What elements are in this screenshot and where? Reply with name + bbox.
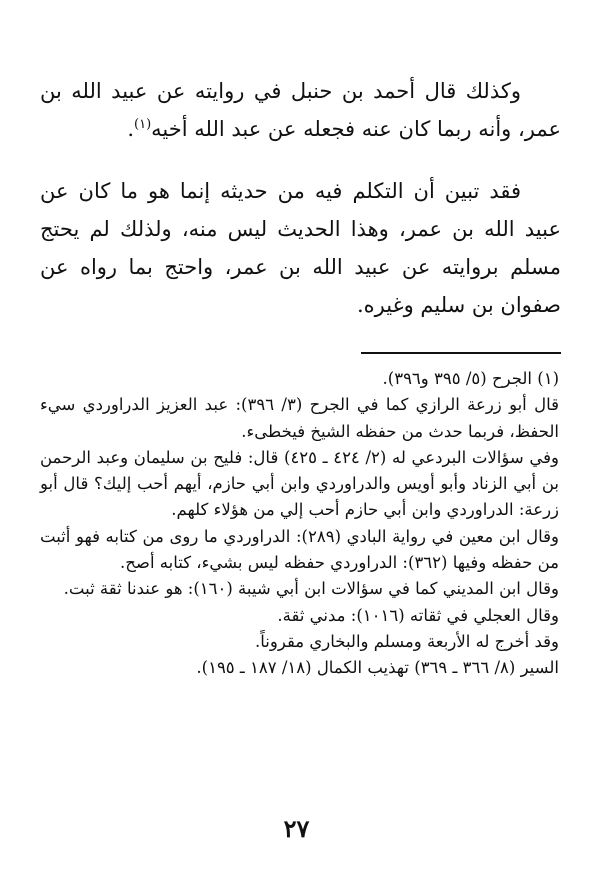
footnote-entry-ibn-maeen: وقال ابن معين في رواية البادي (٢٨٩): الدراوردي ما روى من كتابه فهو أثبت من حفظه وفيها (٣٦٢): الدراوردي حفظه ليس بشيء، كتابه أصح. [40,526,559,573]
footnote-entry-sources: السير (٨/ ٣٦٦ ـ ٣٦٩) تهذيب الكمال (١٨/ ١٨٧ ـ ١٩٥). [196,658,559,678]
footnote-entry-ibn-madini: وقال ابن المديني كما في سؤالات ابن أبي شيبة (١٦٠): هو عندنا ثقة ثبت. [63,579,559,599]
footnotes [40,366,559,682]
footnote-entry-bardai: وفي سؤالات البردعي له (٢/ ٤٢٤ ـ ٤٢٥) قال: فليح بن سليمان وعبد الرحمن بن أبي الزناد وأبو أويس والدراوردي وابن أبي حازم، أيهم أحب إليك؟ قال أبو زرعة: الدراوردي وابن أبي حازم أحب إلي من هؤلاء كلهم. [40,447,559,520]
footnote-reference-1: (١) [134,117,152,132]
footnote-1-heading: (١) الجرح (٥/ ٣٩٥ و٣٩٦). [382,369,559,388]
page-number: ٢٧ [283,814,310,843]
paragraph-2-text: فقد تبين أن التكلم فيه من حديثه إنما هو ما كان عن عبيد الله بن عمر، وهذا الحديث ليس منه، ولذلك لم يحتج مسلم بروايته عن عبيد الله بن عمر، واحتج بما رواه عن صفوان بن سليم وغيره. [40,179,561,317]
main-paragraph-1 [40,72,561,148]
main-text [40,72,561,324]
footnote-entry-ijli: وقال العجلي في ثقاته (١٠١٦): مدني ثقة. [277,605,559,625]
footnote-entry-takhrij: وقد أخرج له الأربعة ومسلم والبخاري مقروناً. [255,631,559,651]
footnote-separator [361,352,561,354]
main-paragraph-2 [40,172,561,324]
footnote-entry-abu-zura: قال أبو زرعة الرازي كما في الجرح (٣/ ٣٩٦): عبد العزيز الدراوردي سيء الحفظ، فربما حدث من حفظه الشيخ فيخطىء. [40,395,559,441]
paragraph-1-text: وكذلك قال أحمد بن حنبل في روايته عن عبيد الله بن عمر، وأنه ربما كان عنه فجعله عن عبد الله أخيه [40,79,561,141]
paragraph-1-end: . [127,117,134,141]
